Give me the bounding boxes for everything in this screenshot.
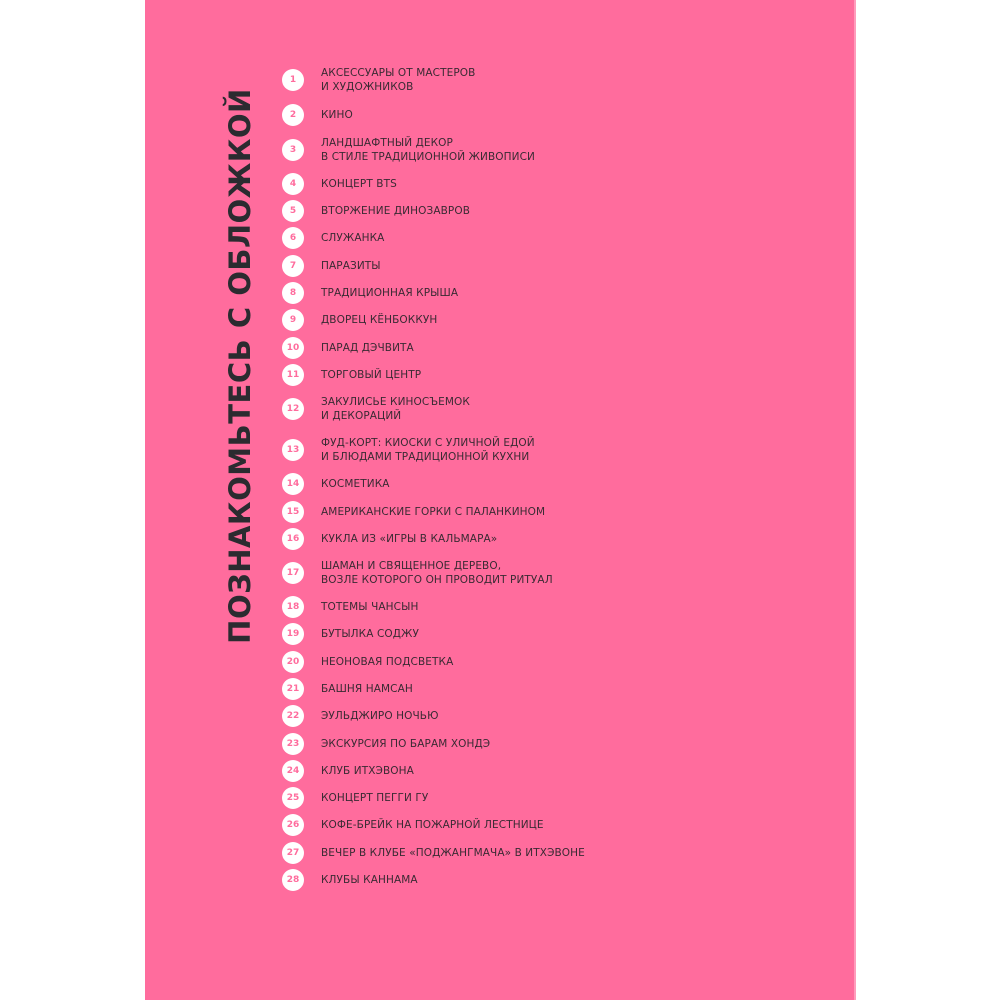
legend-item-label [321,204,470,218]
label-line: ДВОРЕЦ КЁНБОККУН [321,314,438,326]
page-title: ПОЗНАКОМЬТЕСЬ С ОБЛОЖКОЙ [223,88,257,644]
legend-item-label [321,682,413,696]
number-badge: 4 [282,173,304,195]
label-line: БУТЫЛКА СОДЖУ [321,628,419,640]
label-line: КОНЦЕРТ ПЕГГИ ГУ [321,792,429,804]
number-badge: 2 [282,104,304,126]
legend-item-label [321,395,470,423]
label-line: И БЛЮДАМИ ТРАДИЦИОННОЙ КУХНИ [321,451,530,463]
legend-item-label [321,368,421,382]
number-badge: 28 [282,869,304,891]
number-badge: 16 [282,528,304,550]
number-badge: 6 [282,227,304,249]
number-badge: 27 [282,842,304,864]
label-line: КИНО [321,109,353,121]
number-badge: 18 [282,596,304,618]
number-badge: 12 [282,398,304,420]
legend-item-label [321,709,439,723]
number-badge: 15 [282,501,304,523]
label-line: ТОТЕМЫ ЧАНСЫН [321,601,419,613]
number-badge: 1 [282,69,304,91]
legend-item-label [321,66,475,94]
label-line: И ХУДОЖНИКОВ [321,81,414,93]
label-line: НЕОНОВАЯ ПОДСВЕТКА [321,656,454,668]
label-line: ПАРАЗИТЫ [321,260,381,272]
label-line: ЭКСКУРСИЯ ПО БАРАМ ХОНДЭ [321,738,491,750]
label-line: АКСЕССУАРЫ ОТ МАСТЕРОВ [321,67,476,79]
legend-item-label [321,873,418,887]
number-badge: 7 [282,255,304,277]
label-line: ЭУЛЬДЖИРО НОЧЬЮ [321,710,439,722]
label-line: В СТИЛЕ ТРАДИЦИОННОЙ ЖИВОПИСИ [321,151,535,163]
number-badge: 9 [282,309,304,331]
number-badge: 24 [282,760,304,782]
label-line: ПАРАД ДЭЧВИТА [321,342,414,354]
number-badge: 5 [282,200,304,222]
label-line: ВТОРЖЕНИЕ ДИНОЗАВРОВ [321,205,471,217]
number-badge: 22 [282,705,304,727]
page-edge [854,0,856,1000]
number-badge: 14 [282,473,304,495]
label-line: КУКЛА ИЗ «ИГРЫ В КАЛЬМАРА» [321,533,498,545]
label-line: ШАМАН И СВЯЩЕННОЕ ДЕРЕВО, [321,560,502,572]
label-line: БАШНЯ НАМСАН [321,683,413,695]
label-line: И ДЕКОРАЦИЙ [321,410,402,422]
label-line: ВОЗЛЕ КОТОРОГО ОН ПРОВОДИТ РИТУАЛ [321,574,553,586]
number-badge: 17 [282,562,304,584]
label-line: ЛАНДШАФТНЫЙ ДЕКОР [321,137,453,149]
label-line: АМЕРИКАНСКИЕ ГОРКИ С ПАЛАНКИНОМ [321,506,546,518]
legend-item-label [321,627,419,641]
label-line: ФУД-КОРТ: КИОСКИ С УЛИЧНОЙ ЕДОЙ [321,437,535,449]
legend-item-label [321,286,458,300]
number-badge: 10 [282,337,304,359]
number-badge: 3 [282,139,304,161]
legend-item-label [321,313,437,327]
number-badge: 26 [282,814,304,836]
label-line: КОСМЕТИКА [321,478,390,490]
legend-item-label [321,436,535,464]
label-line: ЗАКУЛИСЬЕ КИНОСЪЕМОК [321,396,470,408]
legend-item-label [321,600,418,614]
legend-item-label [321,505,545,519]
number-badge: 11 [282,364,304,386]
legend-item-label [321,108,353,122]
label-line: КОНЦЕРТ BTS [321,178,397,190]
legend-item-label [321,791,428,805]
label-line: КЛУБ ИТХЭВОНА [321,765,414,777]
legend-item-label [321,177,397,191]
legend-item-label [321,764,414,778]
legend-item-label [321,477,390,491]
legend-item-label [321,136,535,164]
number-badge: 23 [282,733,304,755]
number-badge: 25 [282,787,304,809]
label-line: ВЕЧЕР В КЛУБЕ «ПОДЖАНГМАЧА» В ИТХЭВОНЕ [321,847,585,859]
legend-item-label [321,259,381,273]
number-badge: 20 [282,651,304,673]
label-line: КЛУБЫ КАННАМА [321,874,418,886]
label-line: ТОРГОВЫЙ ЦЕНТР [321,369,422,381]
number-badge: 13 [282,439,304,461]
legend-item-label [321,341,414,355]
legend-item-label [321,818,544,832]
label-line: КОФЕ-БРЕЙК НА ПОЖАРНОЙ ЛЕСТНИЦЕ [321,819,544,831]
legend-item-label [321,846,585,860]
legend-item-label [321,655,453,669]
legend-item-label [321,231,384,245]
label-line: СЛУЖАНКА [321,232,385,244]
number-badge: 19 [282,623,304,645]
legend-item-label [321,532,497,546]
legend-item-label [321,559,553,587]
number-badge: 21 [282,678,304,700]
legend-item-label [321,737,490,751]
label-line: ТРАДИЦИОННАЯ КРЫША [321,287,459,299]
number-badge: 8 [282,282,304,304]
